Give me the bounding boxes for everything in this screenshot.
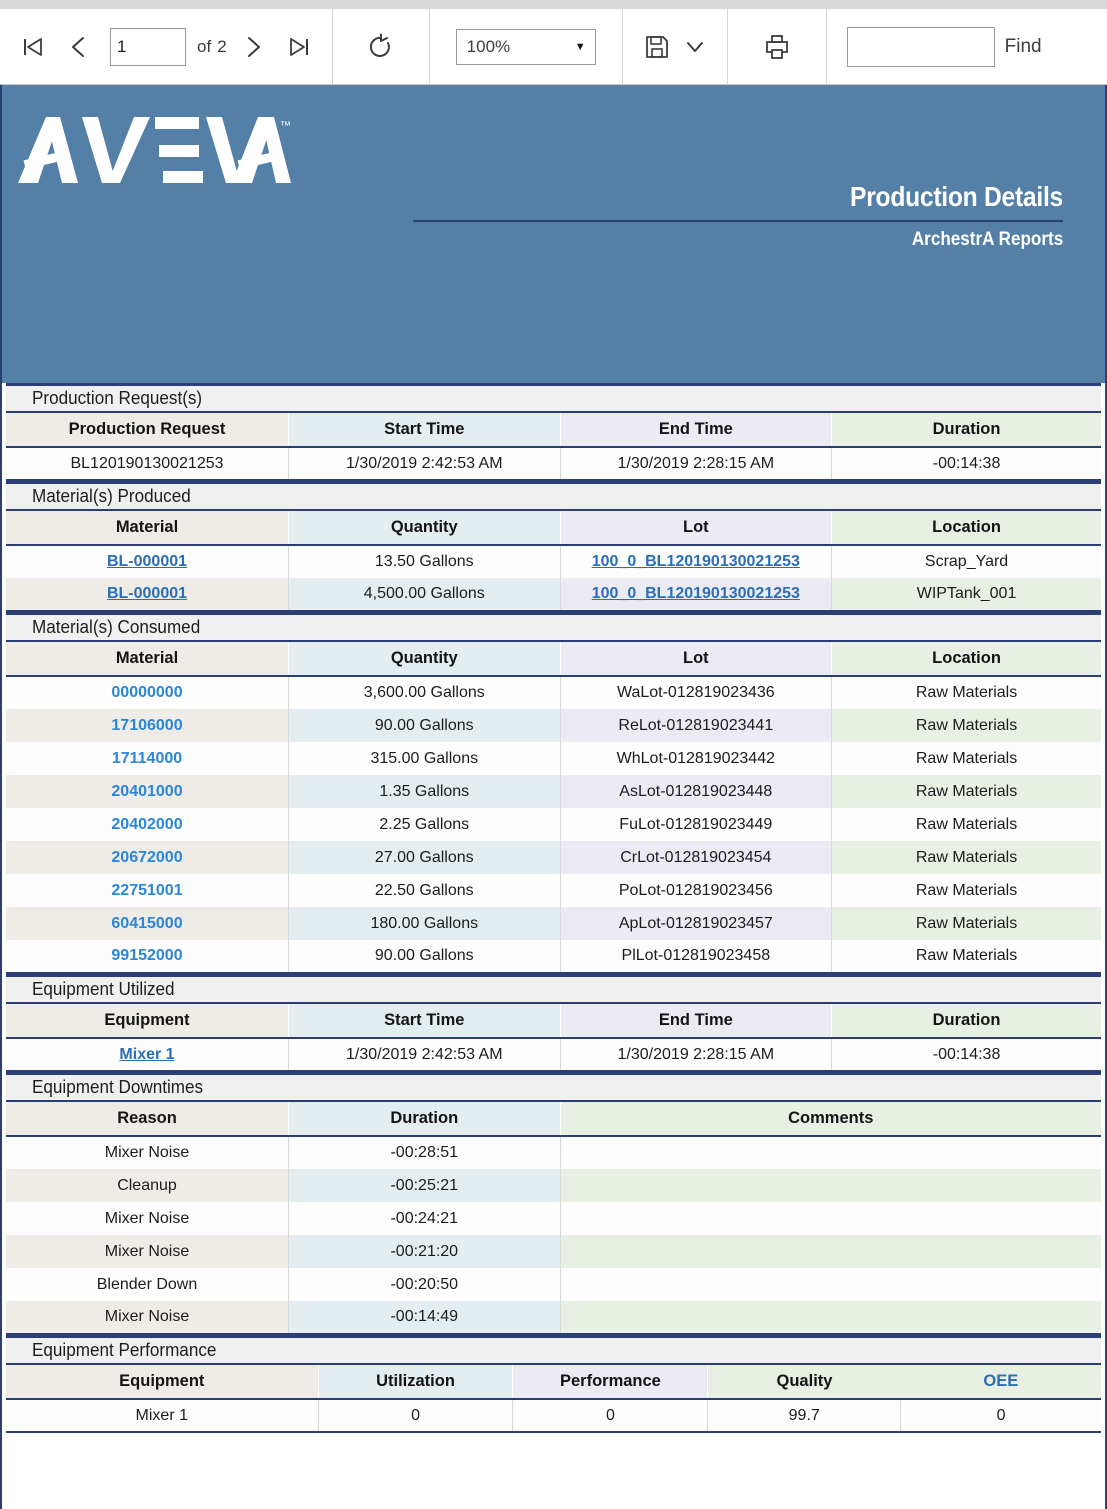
column-header-quantity: Quantity [289,511,561,545]
refresh-button[interactable] [339,17,423,77]
column-header-equipment: Equipment [6,1365,318,1399]
table-cell: 315.00 Gallons [289,742,561,775]
page-navigation-group [0,9,333,85]
banner-rule [413,220,1063,222]
table-row [6,1301,1101,1334]
table-cell: -00:14:49 [289,1301,561,1334]
table-cell: Raw Materials [832,808,1101,841]
table-row [6,1399,1101,1432]
section-header-materials-consumed [6,612,1101,642]
cell-link[interactable]: Mixer 1 [119,1045,175,1063]
zoom-group [430,9,623,85]
table-cell [6,545,289,578]
table-cell: 90.00 Gallons [289,709,561,742]
table-cell: 90.00 Gallons [289,940,561,973]
export-button[interactable] [637,17,677,77]
table-row [6,447,1101,480]
table-cell: Mixer Noise [6,1136,289,1169]
table-row [6,1202,1101,1235]
material-code[interactable]: 17106000 [111,716,183,734]
table-cell [6,775,289,808]
column-header-quantity: Quantity [289,642,561,676]
first-page-button[interactable] [10,17,56,77]
material-code[interactable]: 22751001 [111,881,183,899]
first-page-icon [19,33,47,61]
of-label: of [197,37,212,56]
table-cell: 27.00 Gallons [289,841,561,874]
section-title: Material(s) Consumed [32,617,201,637]
table-header-row [6,1365,1101,1399]
table-cell: -00:20:50 [289,1268,561,1301]
table-cell: Mixer 1 [6,1399,318,1432]
material-code[interactable]: 00000000 [111,684,183,702]
section-title: Equipment Performance [32,1340,217,1360]
table-row [6,545,1101,578]
export-group [623,9,728,85]
previous-page-icon [65,33,93,61]
table-cell: Raw Materials [832,709,1101,742]
table-cell [6,808,289,841]
table-header-row [6,1004,1101,1038]
table-equipment-downtimes [6,1102,1101,1335]
table-cell [560,545,832,578]
table-cell [6,940,289,973]
table-cell: WIPTank_001 [832,578,1101,611]
table-cell: -00:14:38 [832,447,1101,480]
table-cell [560,1202,1101,1235]
table-cell: Raw Materials [832,775,1101,808]
toolbar-top-strip [0,0,1107,9]
column-header-duration: Duration [832,413,1101,447]
table-header-row [6,413,1101,447]
table-cell [6,742,289,775]
table-cell: 13.50 Gallons [289,545,561,578]
table-cell: Raw Materials [832,907,1101,940]
table-cell: Cleanup [6,1169,289,1202]
aveva-logo [16,115,291,190]
table-cell: 3,600.00 Gallons [289,676,561,709]
column-header-comments: Comments [560,1102,1101,1136]
table-header-row [6,1102,1101,1136]
column-header-lot: Lot [560,642,832,676]
chevron-down-icon [684,36,706,58]
table-cell: PoLot-012819023456 [560,874,832,907]
table-cell: 0 [513,1399,708,1432]
column-header-quality: Quality [708,1365,901,1399]
column-header-duration: Duration [289,1102,561,1136]
column-header-end-time: End Time [560,1004,832,1038]
table-cell: Mixer Noise [6,1202,289,1235]
table-cell: Mixer Noise [6,1235,289,1268]
table-cell [6,874,289,907]
previous-page-button[interactable] [56,17,102,77]
table-equipment-utilized [6,1004,1101,1072]
column-header-material: Material [6,511,289,545]
table-cell: Raw Materials [832,841,1101,874]
material-code[interactable]: 20401000 [111,782,183,800]
section-header-materials-produced [6,481,1101,511]
table-cell: 22.50 Gallons [289,874,561,907]
table-row [6,676,1101,709]
table-cell [560,1169,1101,1202]
table-cell: -00:24:21 [289,1202,561,1235]
table-cell: 1.35 Gallons [289,775,561,808]
section-header-equipment-downtimes [6,1072,1101,1102]
table-cell [6,676,289,709]
table-header-row [6,511,1101,545]
table-row [6,775,1101,808]
table-row [6,1169,1101,1202]
print-button[interactable] [754,17,800,77]
table-row [6,709,1101,742]
table-cell: 99.7 [708,1399,901,1432]
table-cell: ReLot-012819023441 [560,709,832,742]
report-viewer-toolbar [0,0,1107,85]
material-code[interactable]: 20402000 [111,815,183,833]
column-header-lot: Lot [560,511,832,545]
table-row [6,1136,1101,1169]
table-cell [6,1038,289,1071]
column-header-reason: Reason [6,1102,289,1136]
table-row [6,1268,1101,1301]
table-row [6,841,1101,874]
table-cell: WaLot-012819023436 [560,676,832,709]
column-header-utilization: Utilization [318,1365,513,1399]
table-cell [6,709,289,742]
section-header-production-requests [6,383,1101,413]
table-cell: BL120190130021253 [6,447,289,480]
table-cell: FuLot-012819023449 [560,808,832,841]
table-cell: PlLot-012819023458 [560,940,832,973]
report-sections [2,383,1105,1433]
report-banner [2,85,1105,383]
column-header-location: Location [832,642,1101,676]
next-page-icon [239,33,267,61]
column-header-end-time: End Time [560,413,832,447]
table-cell: 2.25 Gallons [289,808,561,841]
table-cell: -00:25:21 [289,1169,561,1202]
table-cell [560,578,832,611]
page-number-input[interactable] [110,28,186,66]
table-cell: Scrap_Yard [832,545,1101,578]
total-pages-label: 2 [217,37,227,56]
chevron-down-icon: ▼ [574,41,586,53]
cell-link[interactable]: 100_0_BL120190130021253 [591,585,800,603]
table-cell [560,1301,1101,1334]
table-cell [560,1235,1101,1268]
table-cell: 0 [318,1399,513,1432]
refresh-group [333,9,430,85]
table-cell: 180.00 Gallons [289,907,561,940]
material-code[interactable]: 20672000 [111,848,183,866]
refresh-icon [366,32,396,62]
find-input[interactable] [847,27,995,67]
report-subtitle: ArchestrA Reports [911,229,1063,250]
column-header-oee[interactable]: OEE [901,1365,1101,1399]
table-cell: -00:14:38 [832,1038,1101,1071]
table-cell [6,907,289,940]
table-cell: -00:28:51 [289,1136,561,1169]
material-code[interactable]: 60415000 [111,914,183,932]
table-row [6,742,1101,775]
table-row [6,874,1101,907]
section-title: Equipment Downtimes [32,1077,204,1097]
zoom-select[interactable] [456,29,596,65]
table-cell: -00:21:20 [289,1235,561,1268]
table-cell [6,841,289,874]
table-cell: 1/30/2019 2:28:15 AM [560,447,832,480]
find-button[interactable]: Find [1004,36,1042,57]
table-row [6,940,1101,973]
cell-link[interactable]: BL-000001 [106,585,188,603]
table-row [6,578,1101,611]
table-row [6,1235,1101,1268]
table-cell [560,1268,1101,1301]
section-header-equipment-performance [6,1335,1101,1365]
table-cell: Mixer Noise [6,1301,289,1334]
table-cell [560,1136,1101,1169]
column-header-equipment: Equipment [6,1004,289,1038]
table-row [6,907,1101,940]
table-cell: 1/30/2019 2:28:15 AM [560,1038,832,1071]
table-cell: WhLot-012819023442 [560,742,832,775]
table-cell: Raw Materials [832,742,1101,775]
save-disk-icon [644,34,670,60]
material-code[interactable]: 99152000 [111,947,183,965]
column-header-start-time: Start Time [289,1004,561,1038]
next-page-button[interactable] [230,17,276,77]
section-title: Production Request(s) [32,388,203,408]
section-title: Equipment Utilized [32,979,175,999]
section-header-equipment-utilized [6,974,1101,1004]
report-title: Production Details [850,181,1063,212]
svg-text:™: ™ [280,120,291,132]
column-header-performance: Performance [513,1365,708,1399]
report-canvas [0,85,1107,1509]
table-equipment-performance [6,1365,1101,1433]
table-cell: 1/30/2019 2:42:53 AM [289,447,561,480]
material-code[interactable]: 17114000 [111,749,183,767]
column-header-location: Location [832,511,1101,545]
table-cell: 4,500.00 Gallons [289,578,561,611]
table-cell [6,578,289,611]
table-cell: Raw Materials [832,874,1101,907]
print-group [728,9,827,85]
table-materials-produced [6,511,1101,612]
column-header-duration: Duration [832,1004,1101,1038]
table-row [6,808,1101,841]
cell-link[interactable]: BL-000001 [106,553,188,571]
table-cell: Raw Materials [832,676,1101,709]
zoom-value: 100% [466,37,511,56]
table-row [6,1038,1101,1071]
find-group [827,9,1107,85]
table-header-row [6,642,1101,676]
table-cell: ApLot-012819023457 [560,907,832,940]
table-cell: Raw Materials [832,940,1101,973]
table-production-requests [6,413,1101,481]
table-cell: 1/30/2019 2:42:53 AM [289,1038,561,1071]
last-page-icon [285,33,313,61]
printer-icon [763,33,791,61]
table-cell: CrLot-012819023454 [560,841,832,874]
cell-link[interactable]: 100_0_BL120190130021253 [591,553,800,571]
section-title: Material(s) Produced [32,486,191,506]
export-dropdown-button[interactable] [677,17,713,77]
table-cell: 0 [901,1399,1101,1432]
last-page-button[interactable] [276,17,322,77]
column-header-material: Material [6,642,289,676]
table-materials-consumed [6,642,1101,974]
column-header-production-request: Production Request [6,413,289,447]
column-header-start-time: Start Time [289,413,561,447]
table-cell: AsLot-012819023448 [560,775,832,808]
table-cell: Blender Down [6,1268,289,1301]
